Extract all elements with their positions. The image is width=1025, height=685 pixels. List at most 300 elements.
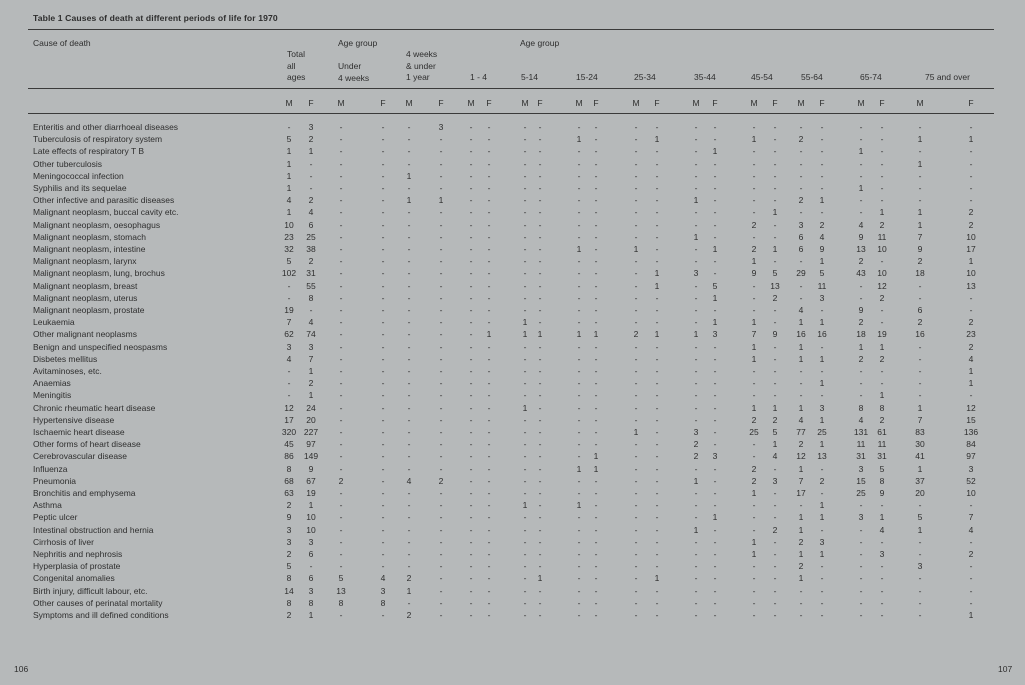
table-cell: - [577,439,581,450]
header-age-group-left: Age group [338,38,378,48]
table-cell: 1 [712,146,718,157]
table-cell: - [918,536,922,547]
table-cell: 1 [858,183,864,193]
sex-header-female: F [712,98,718,108]
table-cell: - [487,292,491,303]
table-cell: - [594,317,598,328]
table-cell: - [820,597,824,608]
table-cell: - [469,256,473,267]
table-cell: - [407,305,411,315]
table-cell: - [752,305,756,315]
table-cell: - [439,353,443,364]
table-cell: 6 [917,305,923,315]
table-cell: - [694,561,698,572]
table-cell: - [577,512,581,523]
cause-label: Tuberculosis of respiratory system [33,134,163,145]
table-cell: - [439,244,443,254]
table-cell: 2 [751,414,757,425]
table-cell: - [713,390,717,401]
table-cell: - [439,366,443,376]
table-cell: 1 [576,244,582,254]
cause-label: Cirrhosis of liver [33,536,94,547]
table-cell: 3 [308,122,314,132]
table-cell: - [820,561,824,572]
table-cell: 23 [284,231,294,242]
table-cell: 9 [858,231,864,242]
table-cell: 1 [917,207,923,218]
table-cell: - [538,427,542,437]
table-cell: - [773,183,777,193]
table-row [0,183,1025,195]
sex-header-female: F [486,98,492,108]
table-cell: - [523,305,527,315]
table-cell: 3 [858,512,864,523]
table-cell: - [594,610,598,620]
table-cell: - [439,134,443,145]
cause-label: Malignant neoplasm, stomach [33,231,146,242]
table-cell: 10 [966,488,976,498]
table-cell: 2 [858,256,864,267]
table-cell: - [577,378,581,389]
table-cell: 25 [856,488,866,498]
table-cell: - [309,170,313,181]
table-row [0,268,1025,280]
table-cell: - [407,402,411,413]
table-cell: - [918,280,922,291]
table-cell: - [594,366,598,376]
table-cell: - [859,585,863,596]
table-cell: 3 [968,463,974,474]
table-cell: 1 [917,463,923,474]
table-cell: - [880,134,884,145]
table-cell: - [523,512,527,523]
table-cell: 1 [819,353,825,364]
table-cell: - [487,488,491,498]
table-cell: - [381,341,385,352]
table-cell: - [487,134,491,145]
table-cell: 1 [819,195,825,206]
table-cell: - [381,414,385,425]
table-row [0,439,1025,451]
cause-label: Malignant neoplasm, uterus [33,292,138,303]
table-cell: - [538,451,542,462]
table-cell: 1 [751,536,757,547]
table-cell: 1 [522,402,528,413]
table-cell: - [773,341,777,352]
table-cell: - [439,341,443,352]
table-cell: - [594,305,598,315]
table-cell: - [523,451,527,462]
table-cell: - [407,414,411,425]
table-row [0,134,1025,146]
table-cell: - [381,317,385,328]
table-cell: - [713,305,717,315]
table-cell: - [339,244,343,254]
table-cell: - [381,183,385,193]
table-cell: - [469,463,473,474]
table-cell: - [634,146,638,157]
table-cell: - [594,378,598,389]
table-cell: 4 [286,195,292,206]
table-cell: - [439,305,443,315]
table-cell: - [880,195,884,206]
table-row [0,390,1025,402]
cause-label: Hyperplasia of prostate [33,561,121,572]
table-cell: - [918,610,922,620]
table-cell: - [694,549,698,559]
table-cell: 9 [858,305,864,315]
table-cell: 18 [856,329,866,340]
sex-header-female: F [380,98,386,108]
table-cell: - [713,256,717,267]
table-cell: - [538,134,542,145]
table-cell: 1 [654,134,660,145]
table-cell: - [469,329,473,340]
table-cell: - [969,597,973,608]
table-cell: - [773,610,777,620]
table-cell: - [655,536,659,547]
table-cell: 5 [772,268,778,279]
table-row [0,537,1025,549]
table-cell: 97 [306,439,316,450]
table-cell: - [594,292,598,303]
table-row [0,342,1025,354]
table-cell: - [859,292,863,303]
table-cell: - [634,439,638,450]
table-cell: 11 [817,280,827,291]
table-cell: - [752,561,756,572]
table-cell: - [820,488,824,498]
table-cell: 1 [798,524,804,535]
table-cell: - [694,463,698,474]
table-cell: 2 [693,451,699,462]
table-cell: - [487,573,491,584]
table-cell: - [752,280,756,291]
cause-label: Other tuberculosis [33,158,102,169]
table-cell: - [287,366,291,376]
table-cell: - [694,500,698,511]
table-cell: - [799,292,803,303]
table-cell: - [407,292,411,303]
table-cell: 10 [966,268,976,279]
header-4weeks-line2: & under [406,60,436,71]
table-cell: - [694,610,698,620]
table-cell: - [655,195,659,206]
table-cell: 1 [798,549,804,559]
table-cell: - [339,414,343,425]
table-cell: - [523,585,527,596]
table-cell: - [523,549,527,559]
table-cell: - [439,536,443,547]
table-cell: - [339,146,343,157]
table-cell: 1 [879,512,885,523]
table-row [0,122,1025,134]
table-cell: 2 [798,134,804,145]
table-cell: - [439,500,443,511]
table-cell: 320 [281,427,297,437]
table-cell: 1 [522,500,528,511]
sex-header-female: F [654,98,660,108]
page-number-left: 106 [14,664,29,674]
table-cell: - [339,219,343,230]
table-cell: - [487,610,491,620]
table-cell: - [713,378,717,389]
cause-label: Hypertensive disease [33,414,115,425]
table-cell: - [859,366,863,376]
table-cell: - [799,366,803,376]
table-cell: - [969,390,973,401]
table-cell: - [918,549,922,559]
table-cell: - [773,366,777,376]
table-cell: - [339,402,343,413]
table-cell: - [918,341,922,352]
table-cell: 1 [819,256,825,267]
table-cell: - [469,158,473,169]
table-cell: - [339,610,343,620]
table-cell: - [594,134,598,145]
table-cell: 1 [286,146,292,157]
cause-label: Ischaemic heart disease [33,427,125,437]
table-cell: 1 [308,146,314,157]
table-cell: - [752,170,756,181]
table-row [0,598,1025,610]
table-cell: - [577,427,581,437]
table-cell: - [820,585,824,596]
table-cell: - [487,427,491,437]
table-cell: - [439,597,443,608]
table-cell: 3 [819,536,825,547]
table-cell: - [487,500,491,511]
table-cell: - [969,195,973,206]
table-cell: - [469,536,473,547]
table-cell: - [487,402,491,413]
table-cell: 1 [633,427,639,437]
table-cell: 1 [751,317,757,328]
table-cell: 3 [308,341,314,352]
table-cell: - [538,414,542,425]
table-cell: - [773,512,777,523]
table-cell: 4 [858,219,864,230]
table-cell: 5 [917,512,923,523]
table-cell: 7 [917,231,923,242]
table-cell: - [773,488,777,498]
table-cell: - [713,610,717,620]
table-cell: - [439,378,443,389]
table-cell: 1 [712,317,718,328]
table-cell: 19 [284,305,294,315]
table-cell: 136 [963,427,979,437]
table-cell: - [538,402,542,413]
table-cell: - [634,390,638,401]
table-cell: 7 [751,329,757,340]
table-cell: 11 [877,439,887,450]
table-cell: 2 [858,317,864,328]
table-cell: - [487,341,491,352]
table-cell: - [752,390,756,401]
table-cell: 12 [796,451,806,462]
table-cell: - [538,280,542,291]
table-cell: - [655,146,659,157]
table-cell: 1 [798,317,804,328]
table-row [0,525,1025,537]
table-cell: - [634,268,638,279]
table-cell: - [880,256,884,267]
table-cell: 31 [856,451,866,462]
table-cell: - [381,353,385,364]
table-cell: 1 [486,329,492,340]
table-cell: - [381,170,385,181]
table-cell: 38 [306,244,316,254]
table-cell: 4 [968,524,974,535]
table-cell: - [538,292,542,303]
table-cell: 1 [879,390,885,401]
table-cell: - [487,561,491,572]
table-cell: 3 [693,268,699,279]
table-cell: - [799,207,803,218]
table-cell: - [339,158,343,169]
cause-label: Bronchitis and emphysema [33,488,136,498]
table-cell: - [918,292,922,303]
table-cell: 1 [772,207,778,218]
table-cell: - [577,549,581,559]
table-cell: 3 [693,427,699,437]
table-cell: - [487,353,491,364]
table-cell: - [880,183,884,193]
table-cell: - [880,170,884,181]
sex-header-male: M [405,98,413,108]
table-cell: - [799,610,803,620]
cause-label: Pneumonia [33,475,77,486]
table-cell: - [407,146,411,157]
table-cell: 15 [856,475,866,486]
table-cell: 97 [966,451,976,462]
table-cell: - [469,488,473,498]
table-cell: - [381,146,385,157]
table-cell: 8 [286,573,292,584]
table-cell: 8 [286,597,292,608]
cause-label: Leukaemia [33,317,75,328]
table-cell: 1 [819,414,825,425]
table-cell: 1 [819,500,825,511]
cause-label: Intestinal obstruction and hernia [33,524,154,535]
table-cell: - [381,219,385,230]
table-cell: - [694,512,698,523]
table-cell: - [407,463,411,474]
table-cell: 2 [772,292,778,303]
table-cell: - [407,488,411,498]
table-cell: - [594,280,598,291]
table-cell: 1 [819,439,825,450]
table-cell: - [538,561,542,572]
table-cell: - [859,122,863,132]
table-cell: - [694,317,698,328]
sex-header-male: M [521,98,529,108]
table-cell: - [523,573,527,584]
table-cell: - [439,158,443,169]
header-under4-line2: 4 weeks [338,72,370,83]
cause-label: Cerebrovascular disease [33,451,128,462]
table-cell: - [713,268,717,279]
table-cell: - [439,451,443,462]
table-cell: - [655,414,659,425]
table-cell: - [487,463,491,474]
table-row [0,329,1025,341]
table-cell: - [339,170,343,181]
table-row [0,500,1025,512]
table-cell: 1 [772,439,778,450]
table-cell: - [655,378,659,389]
table-cell: - [523,610,527,620]
table-cell: - [820,463,824,474]
table-cell: - [381,427,385,437]
table-cell: - [577,219,581,230]
table-cell: - [538,597,542,608]
table-cell: - [694,292,698,303]
table-cell: - [752,500,756,511]
table-cell: - [713,536,717,547]
table-cell: - [634,280,638,291]
table-cell: - [694,256,698,267]
table-cell: 2 [858,353,864,364]
table-cell: - [339,195,343,206]
header-under4-line1: Under [338,61,362,71]
cause-label: Nephritis and nephrosis [33,549,123,559]
table-cell: - [381,329,385,340]
table-cell: - [487,378,491,389]
table-cell: 6 [308,549,314,559]
table-cell: - [523,268,527,279]
table-cell: - [713,549,717,559]
table-cell: 4 [380,573,386,584]
table-cell: 86 [284,451,294,462]
table-cell: - [381,488,385,498]
table-cell: - [469,512,473,523]
table-cell: 2 [286,500,292,511]
table-cell: 3 [438,122,444,132]
table-cell: 31 [306,268,316,279]
table-cell: - [439,488,443,498]
table-cell: 4 [798,414,804,425]
table-cell: 1 [751,341,757,352]
table-cell: - [713,427,717,437]
table-cell: - [339,390,343,401]
table-cell: 8 [286,463,292,474]
table-cell: - [407,231,411,242]
table-cell: - [577,292,581,303]
table-cell: - [752,585,756,596]
cause-label: Syphilis and its sequelae [33,183,127,193]
table-cell: - [594,585,598,596]
cause-label: Avitaminoses, etc. [33,366,102,376]
table-cell: - [287,122,291,132]
table-cell: 13 [817,451,827,462]
table-cell: - [577,207,581,218]
table-cell: - [487,366,491,376]
table-cell: - [969,561,973,572]
table-cell: - [713,524,717,535]
table-cell: - [694,341,698,352]
table-cell: - [469,134,473,145]
table-cell: - [634,414,638,425]
table-cell: 4 [879,524,885,535]
table-cell: - [523,219,527,230]
cause-label: Malignant neoplasm, buccal cavity etc. [33,207,179,218]
table-cell: - [752,610,756,620]
table-cell: - [859,573,863,584]
table-cell: - [538,512,542,523]
table-cell: - [487,451,491,462]
table-cell: - [439,610,443,620]
